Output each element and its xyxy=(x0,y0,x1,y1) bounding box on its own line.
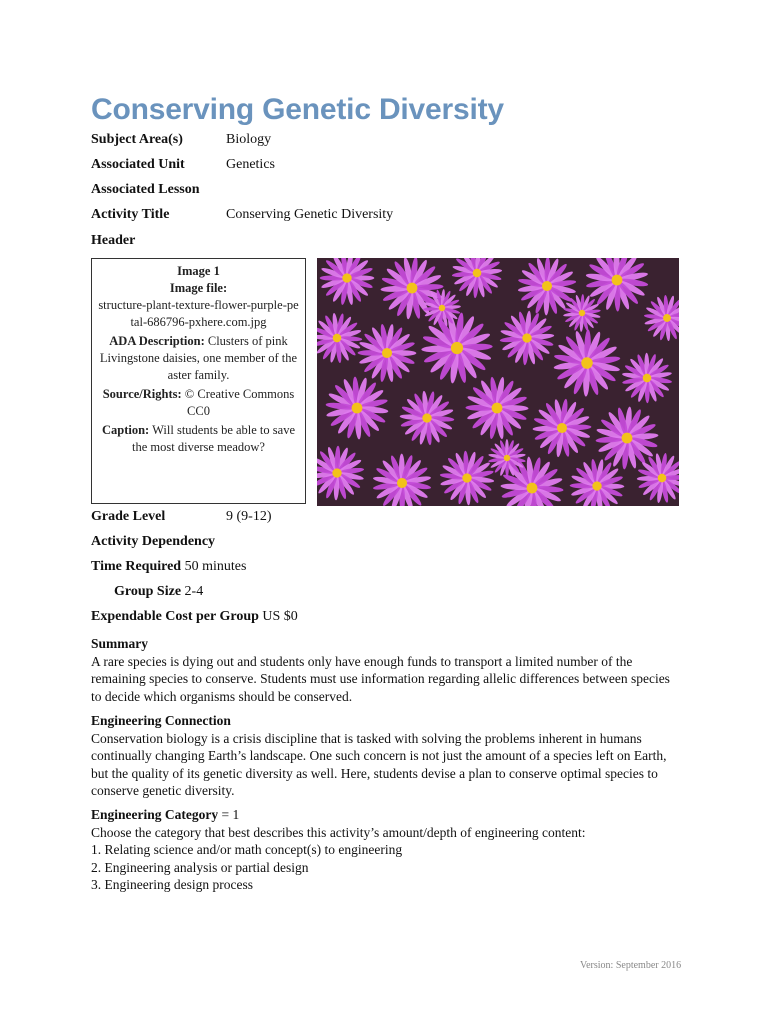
image-file-label: Image file: xyxy=(169,281,228,295)
group-value: 2-4 xyxy=(184,584,204,599)
header-label: Header xyxy=(91,233,136,248)
engineering-category-section xyxy=(91,806,681,894)
ada-value: Clusters of pink Livingstone daisies, one member of the aster family. xyxy=(99,334,298,382)
time-label: Time Required xyxy=(91,559,182,574)
engineering-category-heading: Engineering Category xyxy=(91,807,219,822)
engineering-category-intro: Choose the category that best describes this activity’s amount/depth of engineering content: xyxy=(91,824,586,840)
subject-row xyxy=(91,132,271,148)
summary-heading: Summary xyxy=(91,636,148,651)
activity-label: Activity Title xyxy=(91,207,170,222)
subject-label: Subject Area(s) xyxy=(91,132,183,147)
group-label: Group Size xyxy=(114,584,182,599)
grade-label: Grade Level xyxy=(91,509,166,524)
lesson-label: Associated Lesson xyxy=(91,182,200,197)
cost-row xyxy=(91,609,298,625)
list-item: 3. Engineering design process xyxy=(91,877,253,892)
image-info-box xyxy=(91,258,306,504)
cost-value: US $0 xyxy=(262,609,298,624)
version-footer: Version: September 2016 xyxy=(580,960,682,971)
image-heading: Image 1 xyxy=(177,264,220,278)
grade-row xyxy=(91,509,272,525)
unit-value: Genetics xyxy=(226,157,275,172)
header-row xyxy=(91,233,226,249)
ada-label: ADA Description: xyxy=(109,334,205,348)
dependency-row xyxy=(91,534,215,550)
daisy-cluster-image xyxy=(317,258,679,506)
source-value: © Creative Commons CC0 xyxy=(184,387,295,418)
list-item: 2. Engineering analysis or partial design xyxy=(91,859,309,875)
group-row xyxy=(114,584,203,600)
page-title: Conserving Genetic Diversity xyxy=(91,93,504,126)
caption-label: Caption: xyxy=(101,423,150,437)
flower-photo xyxy=(317,258,679,506)
cost-label: Expendable Cost per Group xyxy=(91,609,259,624)
image-file-value: structure-plant-texture-flower-purple-petal-686796-pxhere.com.jpg xyxy=(98,298,299,329)
time-value: 50 minutes xyxy=(184,559,247,574)
time-row xyxy=(91,559,246,575)
caption-value: Will students be able to save the most diverse meadow? xyxy=(132,423,295,454)
source-label: Source/Rights: xyxy=(102,387,182,401)
grade-value: 9 (9-12) xyxy=(226,509,272,524)
subject-value: Biology xyxy=(226,132,272,147)
summary-text: A rare species is dying out and students only have enough funds to transport a limited number of the remaining species to conserve. Students must use information regarding allelic differences between species to decide which organisms should be conserved. xyxy=(91,653,670,704)
engineering-category-list xyxy=(91,841,681,894)
activity-row xyxy=(91,207,393,223)
engineering-connection-heading: Engineering Connection xyxy=(91,713,231,728)
unit-row xyxy=(91,157,275,173)
dependency-label: Activity Dependency xyxy=(91,534,216,549)
lesson-row xyxy=(91,182,226,198)
activity-value: Conserving Genetic Diversity xyxy=(226,207,394,222)
summary-section xyxy=(91,635,681,705)
engineering-connection-section xyxy=(91,712,681,800)
unit-label: Associated Unit xyxy=(91,157,185,172)
engineering-category-value: = 1 xyxy=(221,807,240,822)
engineering-connection-text: Conservation biology is a crisis discipline that is tasked with solving the problems inherent in humans continually changing Earth’s landscape. One such concern is not just the amount of a species left on Earth, but the quality of its genetic diversity as well. Here, students devise a plan to conserve optimal species to conserve genetic diversity. xyxy=(91,730,667,798)
list-item: 1. Relating science and/or math concept(s) to engineering xyxy=(91,842,403,857)
